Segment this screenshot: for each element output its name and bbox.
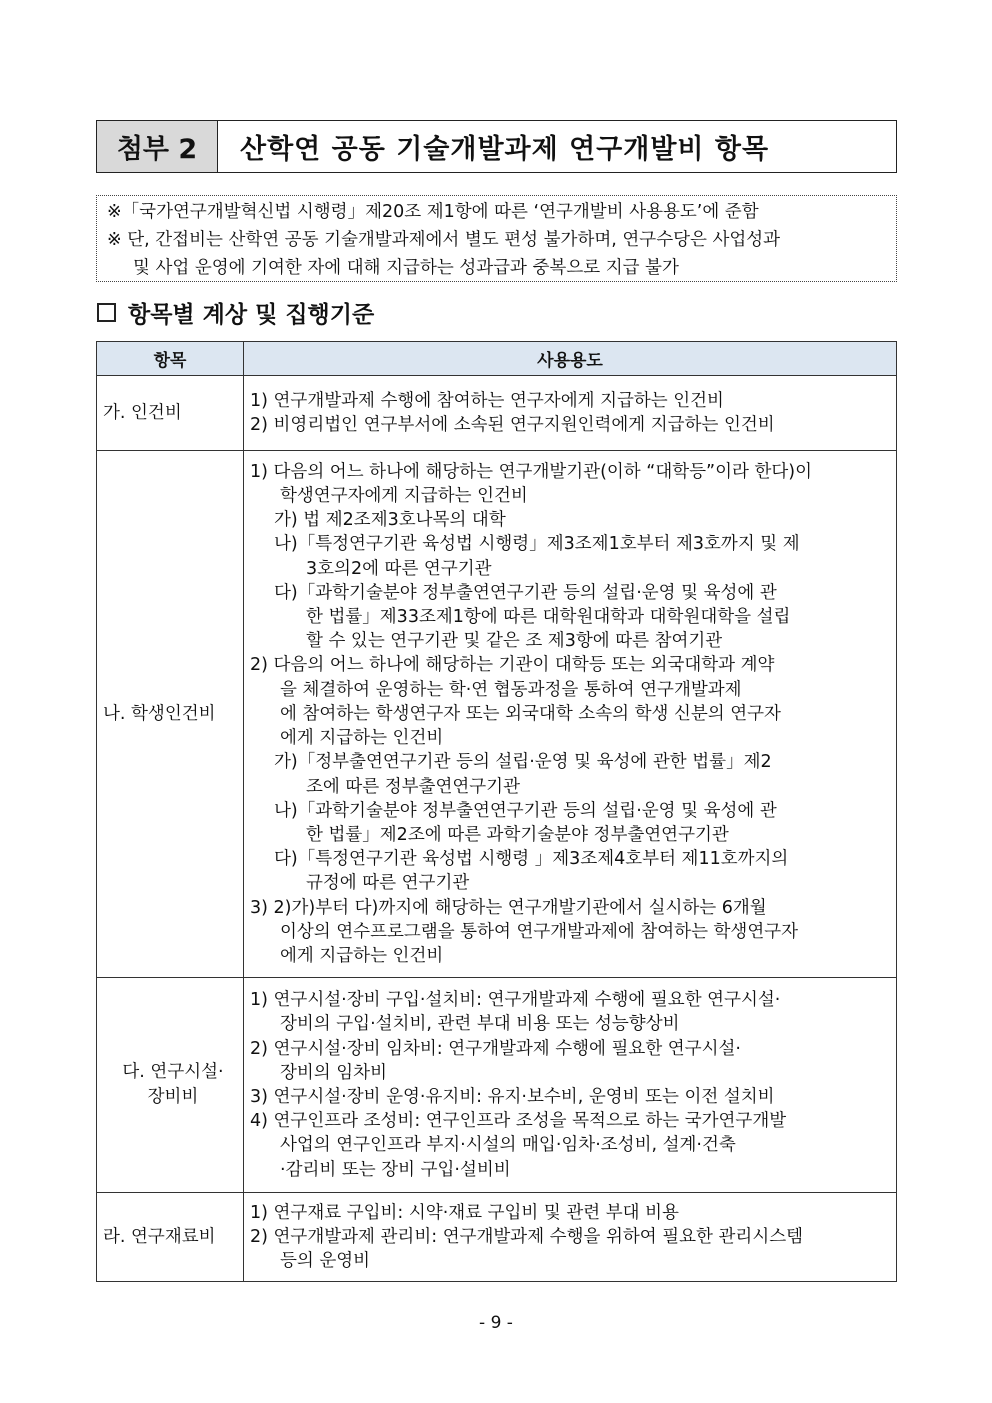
- usage-line: 나)「특정연구기관 육성법 시행령」제3조제1호부터 제3호까지 및 제: [274, 534, 800, 555]
- table-row: [97, 376, 897, 451]
- item-label-line: 장비비: [147, 1087, 199, 1107]
- item-cell: [97, 1193, 244, 1282]
- usage-line: 등의 운영비: [280, 1251, 371, 1272]
- header-usage: 사용용도: [244, 342, 897, 376]
- note-line: ※「국가연구개발혁신법 시행령」제20조 제1항에 따른 ‘연구개발비 사용용도’에 준함: [107, 202, 759, 222]
- usage-line: 2) 연구시설·장비 임차비: 연구개발과제 수행에 필요한 연구시설·: [250, 1038, 741, 1059]
- item-label: [97, 1060, 243, 1110]
- usage-line: 가)「정부출연연구기관 등의 설립·운영 및 육성에 관한 법률」제2: [274, 752, 772, 773]
- header-item: 항목: [97, 342, 244, 376]
- item-label-line: 다. 연구시설·: [122, 1062, 224, 1082]
- usage-line: 조에 따른 정부출연연구기관: [306, 776, 520, 797]
- table-row: [97, 451, 897, 978]
- usage-line: 한 법률」제2조에 따른 과학기술분야 정부출연연구기관: [306, 824, 729, 845]
- table-header-row: [97, 342, 897, 376]
- usage-line: 사업의 연구인프라 부지·시설의 매입·임차·조성비, 설계·건축: [280, 1135, 736, 1156]
- usage-line: 1) 연구개발과제 수행에 참여하는 연구자에게 지급하는 인건비: [250, 390, 724, 411]
- note-line: 및 사업 운영에 기여한 자에 대해 지급하는 성과급과 중복으로 지급 불가: [133, 258, 679, 278]
- item-label: 라. 연구재료비: [103, 1226, 216, 1247]
- usage-cell: [244, 451, 897, 978]
- usage-line: 1) 연구시설·장비 구입·설치비: 연구개발과제 수행에 필요한 연구시설·: [250, 990, 781, 1011]
- usage-line: 2) 연구개발과제 관리비: 연구개발과제 수행을 위하여 필요한 관리시스템: [250, 1226, 804, 1247]
- usage-cell: [244, 978, 897, 1193]
- usage-line: 학생연구자에게 지급하는 인건비: [280, 486, 528, 507]
- attachment-title-box: [96, 120, 897, 173]
- document-title: 산학연 공동 기술개발과제 연구개발비 항목: [240, 134, 770, 165]
- usage-line: 규정에 따른 연구기관: [306, 873, 470, 894]
- usage-line: 장비의 임차비: [280, 1062, 387, 1083]
- usage-line: 에게 지급하는 인건비: [280, 728, 444, 749]
- usage-line: 을 체결하여 운영하는 학·연 협동과정을 통하여 연구개발과제: [280, 679, 742, 700]
- item-label: 가. 인건비: [103, 402, 182, 423]
- attachment-label: 첨부 2: [97, 121, 218, 172]
- page-number: - 9 -: [479, 1313, 513, 1333]
- usage-line: ·감리비 또는 장비 구입·설비비: [280, 1159, 511, 1180]
- usage-line: 1) 연구재료 구입비: 시약·재료 구입비 및 관련 부대 비용: [250, 1202, 679, 1223]
- usage-line: 가) 법 제2조제3호나목의 대학: [274, 510, 506, 531]
- usage-line: 한 법률」제33조제1항에 따른 대학원대학과 대학원대학을 설립: [306, 607, 791, 628]
- item-cell: [97, 376, 244, 451]
- usage-line: 3) 연구시설·장비 운영·유지비: 유지·보수비, 운영비 또는 이전 설치비: [250, 1087, 775, 1107]
- item-cell: [97, 978, 244, 1193]
- usage-cell: [244, 376, 897, 451]
- note-line: ※ 단, 간접비는 산학연 공동 기술개발과제에서 별도 편성 불가하며, 연구수당은 사업성과: [107, 230, 781, 250]
- section-heading-text: 항목별 계상 및 집행기준: [128, 301, 375, 328]
- usage-line: 3호의2에 따른 연구기관: [306, 558, 492, 579]
- usage-line: 에게 지급하는 인건비: [280, 945, 444, 966]
- usage-line: 에 참여하는 학생연구자 또는 외국대학 소속의 학생 신분의 연구자: [280, 703, 781, 724]
- usage-line: 장비의 구입·설치비, 관련 부대 비용 또는 성능향상비: [280, 1014, 680, 1035]
- usage-line: 4) 연구인프라 조성비: 연구인프라 조성을 목적으로 하는 국가연구개발: [250, 1111, 787, 1132]
- notes-box: [96, 195, 897, 282]
- usage-line: 2) 다음의 어느 하나에 해당하는 기관이 대학등 또는 외국대학과 계약: [250, 655, 775, 676]
- expense-items-table: [96, 341, 897, 1282]
- item-label: 나. 학생인건비: [103, 703, 216, 724]
- usage-line: 할 수 있는 연구기관 및 같은 조 제3항에 따른 참여기관: [306, 631, 723, 652]
- usage-cell: [244, 1193, 897, 1282]
- item-cell: [97, 451, 244, 978]
- usage-line: 이상의 연수프로그램을 통하여 연구개발과제에 참여하는 학생연구자: [280, 921, 799, 942]
- usage-line: 3) 2)가)부터 다)까지에 해당하는 연구개발기관에서 실시하는 6개월: [250, 897, 767, 918]
- usage-line: 다)「특정연구기관 육성법 시행령 」제3조제4호부터 제11호까지의: [274, 849, 789, 870]
- checkbox-square-icon: [97, 303, 116, 322]
- table-row: [97, 1193, 897, 1282]
- usage-line: 나)「과학기술분야 정부출연연구기관 등의 설립·운영 및 육성에 관: [274, 800, 777, 821]
- section-heading: [97, 292, 374, 332]
- table-row: [97, 978, 897, 1193]
- usage-line: 다)「과학기술분야 정부출연연구기관 등의 설립·운영 및 육성에 관: [274, 582, 777, 603]
- usage-line: 1) 다음의 어느 하나에 해당하는 연구개발기관(이하 “대학등”이라 한다)이: [250, 461, 813, 482]
- usage-line: 2) 비영리법인 연구부서에 소속된 연구지원인력에게 지급하는 인건비: [250, 415, 775, 435]
